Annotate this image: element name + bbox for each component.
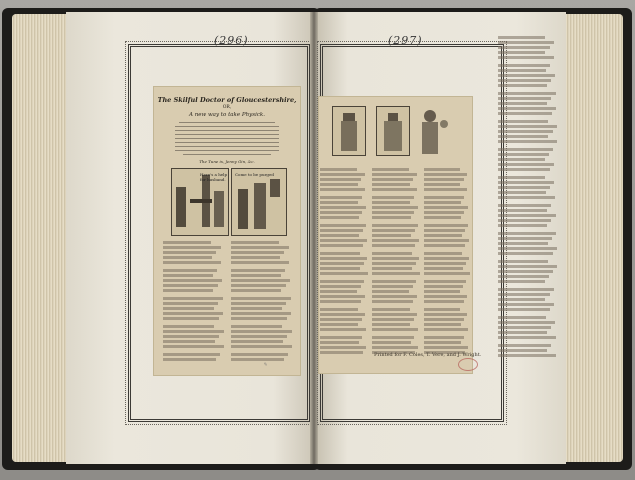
text-line bbox=[320, 267, 360, 270]
text-line bbox=[372, 206, 418, 209]
text-line bbox=[498, 140, 557, 143]
ballad-sheet bbox=[153, 86, 301, 376]
text-line bbox=[424, 295, 467, 298]
text-line bbox=[424, 336, 464, 339]
text-line bbox=[372, 341, 411, 344]
text-line bbox=[424, 206, 468, 209]
text-line bbox=[498, 130, 553, 133]
text-line bbox=[498, 326, 551, 329]
text-line bbox=[498, 120, 548, 123]
text-line bbox=[424, 239, 469, 242]
text-line bbox=[498, 260, 548, 263]
text-line bbox=[231, 325, 282, 328]
text-line bbox=[320, 252, 360, 255]
text-line bbox=[320, 201, 358, 204]
text-line bbox=[424, 313, 467, 316]
text-line bbox=[320, 178, 361, 181]
text-line bbox=[372, 300, 413, 303]
text-line bbox=[498, 186, 550, 189]
text-line bbox=[320, 272, 368, 275]
text-line bbox=[163, 325, 214, 328]
text-line bbox=[424, 168, 460, 171]
text-line bbox=[498, 181, 554, 184]
library-stamp bbox=[458, 358, 478, 371]
text-line bbox=[498, 232, 556, 235]
text-line bbox=[372, 336, 414, 339]
ballad-subtitle: OR, bbox=[222, 105, 232, 110]
text-line bbox=[424, 300, 464, 303]
text-line bbox=[320, 188, 365, 191]
text-line bbox=[498, 293, 550, 296]
text-line bbox=[498, 331, 547, 334]
text-line bbox=[498, 84, 547, 87]
text-line bbox=[424, 173, 467, 176]
text-line bbox=[424, 229, 465, 232]
text-line bbox=[163, 284, 218, 287]
text-line bbox=[498, 36, 545, 39]
ballad-title: The Skilful Doctor of Gloucestershire, bbox=[157, 96, 297, 104]
text-line bbox=[498, 92, 556, 95]
woodcut-label-1: Here's a help for husband. bbox=[200, 172, 227, 182]
text-line bbox=[498, 176, 545, 179]
text-line bbox=[163, 269, 217, 272]
text-line bbox=[498, 303, 554, 306]
text-line bbox=[163, 241, 211, 244]
text-line bbox=[424, 244, 465, 247]
verse-column-r2 bbox=[372, 168, 420, 356]
text-line bbox=[372, 308, 410, 311]
text-line bbox=[163, 335, 219, 338]
text-line bbox=[424, 178, 464, 181]
text-line bbox=[498, 321, 555, 324]
page-edges-right bbox=[563, 14, 623, 462]
verse-column-r3 bbox=[424, 168, 470, 356]
text-line bbox=[320, 323, 358, 326]
text-line bbox=[498, 69, 546, 72]
text-line bbox=[163, 261, 221, 264]
text-line bbox=[320, 336, 362, 339]
text-line bbox=[498, 148, 553, 151]
text-line bbox=[424, 290, 460, 293]
text-line bbox=[231, 297, 291, 300]
text-line bbox=[498, 252, 553, 255]
text-line bbox=[163, 297, 223, 300]
text-line bbox=[424, 234, 462, 237]
text-line bbox=[163, 251, 216, 254]
text-line bbox=[424, 201, 461, 204]
text-line bbox=[498, 344, 551, 347]
text-line bbox=[320, 183, 358, 186]
text-line bbox=[498, 247, 557, 250]
text-line bbox=[498, 107, 556, 110]
text-line bbox=[163, 307, 214, 310]
text-line bbox=[372, 173, 417, 176]
text-line bbox=[372, 285, 413, 288]
text-line bbox=[498, 349, 547, 352]
text-line bbox=[498, 336, 556, 339]
text-line bbox=[498, 163, 554, 166]
text-line bbox=[320, 196, 362, 199]
text-line bbox=[372, 178, 413, 181]
ballad-tune: The Tune is, Jenny Gin, &c. bbox=[199, 159, 255, 164]
text-line bbox=[163, 340, 215, 343]
text-line bbox=[424, 216, 461, 219]
text-line bbox=[372, 188, 417, 191]
text-line bbox=[498, 275, 549, 278]
text-line bbox=[498, 135, 548, 138]
text-line bbox=[424, 341, 461, 344]
text-line bbox=[163, 279, 222, 282]
text-line bbox=[372, 229, 415, 232]
text-line bbox=[498, 270, 553, 273]
text-line bbox=[372, 323, 410, 326]
text-line bbox=[498, 97, 551, 100]
text-line bbox=[498, 46, 550, 49]
text-line bbox=[163, 358, 216, 361]
text-line bbox=[498, 51, 545, 54]
text-line bbox=[424, 211, 464, 214]
text-line bbox=[372, 239, 419, 242]
text-line bbox=[498, 209, 547, 212]
text-line bbox=[498, 219, 551, 222]
text-line bbox=[163, 256, 212, 259]
text-line bbox=[498, 237, 552, 240]
text-line bbox=[320, 285, 361, 288]
text-line bbox=[320, 244, 363, 247]
text-line bbox=[320, 280, 364, 283]
text-line bbox=[231, 269, 285, 272]
text-line bbox=[498, 298, 545, 301]
text-line bbox=[231, 256, 280, 259]
text-line bbox=[231, 241, 279, 244]
folio-left: (296) bbox=[214, 34, 249, 47]
woodcut-figure-2 bbox=[376, 106, 410, 156]
text-line bbox=[231, 279, 290, 282]
text-line bbox=[231, 353, 288, 356]
text-line bbox=[498, 125, 557, 128]
text-line bbox=[372, 211, 414, 214]
text-line bbox=[320, 168, 357, 171]
text-line bbox=[163, 302, 218, 305]
text-line bbox=[372, 244, 415, 247]
text-line bbox=[320, 211, 362, 214]
text-line bbox=[163, 246, 221, 249]
text-line bbox=[231, 340, 283, 343]
text-line bbox=[372, 224, 418, 227]
text-line bbox=[231, 317, 287, 320]
text-line bbox=[498, 153, 549, 156]
text-line bbox=[498, 158, 545, 161]
text-line bbox=[498, 242, 548, 245]
text-line bbox=[498, 214, 556, 217]
text-line bbox=[320, 229, 363, 232]
text-line bbox=[231, 345, 292, 348]
text-line bbox=[372, 234, 411, 237]
text-line bbox=[163, 317, 219, 320]
woodcut-figure-3 bbox=[416, 106, 452, 158]
text-line bbox=[498, 74, 555, 77]
text-line bbox=[231, 358, 284, 361]
text-line bbox=[231, 335, 287, 338]
text-line bbox=[498, 196, 555, 199]
text-line bbox=[163, 289, 213, 292]
text-line bbox=[498, 41, 554, 44]
text-line bbox=[424, 272, 470, 275]
text-line bbox=[498, 308, 550, 311]
text-line bbox=[424, 318, 464, 321]
text-line bbox=[320, 216, 359, 219]
text-line bbox=[372, 196, 414, 199]
text-line bbox=[498, 204, 551, 207]
text-line bbox=[498, 64, 550, 67]
text-line bbox=[320, 308, 358, 311]
woodcut-label-2: Come to be purged bbox=[235, 172, 274, 177]
text-line bbox=[372, 168, 409, 171]
text-line bbox=[372, 252, 412, 255]
text-line bbox=[231, 261, 289, 264]
text-line bbox=[231, 284, 286, 287]
book-gutter bbox=[310, 12, 318, 464]
text-line bbox=[372, 267, 412, 270]
text-line bbox=[498, 112, 552, 115]
text-line bbox=[231, 246, 289, 249]
ballad-sheet-right bbox=[318, 96, 482, 374]
text-line bbox=[424, 267, 463, 270]
text-line bbox=[320, 341, 359, 344]
ballad-subtitle-2: A new way to take Physick. bbox=[188, 112, 265, 118]
text-line bbox=[320, 346, 366, 349]
text-line bbox=[320, 313, 365, 316]
text-line bbox=[231, 307, 282, 310]
text-line bbox=[231, 330, 292, 333]
text-line bbox=[320, 257, 367, 260]
text-line bbox=[372, 346, 418, 349]
text-line bbox=[320, 224, 366, 227]
text-line bbox=[320, 318, 362, 321]
text-line bbox=[320, 295, 365, 298]
folio-right: (297) bbox=[388, 34, 423, 47]
text-line bbox=[163, 274, 213, 277]
text-line bbox=[424, 262, 466, 265]
text-line bbox=[424, 285, 463, 288]
text-line bbox=[372, 313, 417, 316]
verse-column-r1 bbox=[320, 168, 368, 356]
text-line bbox=[320, 290, 357, 293]
text-line bbox=[424, 183, 460, 186]
woodcut-figure-1 bbox=[332, 106, 366, 156]
text-line bbox=[424, 188, 467, 191]
text-line bbox=[424, 196, 464, 199]
text-line bbox=[498, 288, 554, 291]
text-line bbox=[372, 216, 411, 219]
text-line bbox=[320, 328, 366, 331]
text-line bbox=[320, 234, 359, 237]
text-line bbox=[498, 280, 545, 283]
text-line bbox=[372, 257, 419, 260]
text-line bbox=[424, 252, 462, 255]
text-line bbox=[163, 330, 224, 333]
text-line bbox=[163, 353, 220, 356]
verse-column-2 bbox=[231, 241, 293, 363]
text-line bbox=[424, 346, 468, 349]
text-line bbox=[163, 345, 224, 348]
text-line bbox=[498, 102, 547, 105]
text-line bbox=[424, 280, 466, 283]
text-line bbox=[372, 201, 410, 204]
right-page bbox=[318, 12, 566, 464]
text-line bbox=[320, 262, 364, 265]
text-line bbox=[320, 173, 365, 176]
text-line bbox=[424, 257, 469, 260]
text-line bbox=[372, 318, 414, 321]
text-line bbox=[231, 312, 291, 315]
text-line bbox=[231, 302, 286, 305]
text-line bbox=[372, 295, 417, 298]
text-line bbox=[320, 351, 363, 354]
text-line bbox=[320, 300, 361, 303]
text-line bbox=[498, 316, 546, 319]
text-line bbox=[372, 262, 416, 265]
text-line bbox=[372, 328, 418, 331]
text-line bbox=[498, 265, 557, 268]
text-line bbox=[424, 224, 468, 227]
text-line bbox=[231, 289, 281, 292]
text-line bbox=[372, 280, 416, 283]
text-line bbox=[320, 206, 366, 209]
text-line bbox=[424, 328, 468, 331]
text-line bbox=[372, 183, 410, 186]
woodcut-left bbox=[171, 168, 229, 236]
text-line bbox=[424, 323, 461, 326]
text-line bbox=[498, 168, 550, 171]
text-line bbox=[231, 251, 284, 254]
text-line bbox=[498, 354, 556, 357]
left-page bbox=[66, 12, 310, 464]
text-line bbox=[498, 56, 554, 59]
text-line bbox=[498, 79, 551, 82]
woodcut-right bbox=[231, 168, 287, 236]
text-line bbox=[424, 308, 460, 311]
text-line bbox=[163, 312, 223, 315]
pencil-shelfmark: ✎ bbox=[263, 362, 268, 368]
text-line bbox=[320, 239, 367, 242]
page-edges-left bbox=[12, 14, 70, 462]
text-line bbox=[498, 224, 547, 227]
text-line bbox=[231, 274, 281, 277]
imprint-right: Printed for F. Coles, T. Vere, and J. Wright. bbox=[374, 352, 482, 358]
text-line bbox=[372, 272, 420, 275]
verse-column-1 bbox=[163, 241, 225, 363]
text-line bbox=[372, 290, 409, 293]
verse-column-r4 bbox=[498, 36, 558, 359]
text-line bbox=[498, 191, 546, 194]
